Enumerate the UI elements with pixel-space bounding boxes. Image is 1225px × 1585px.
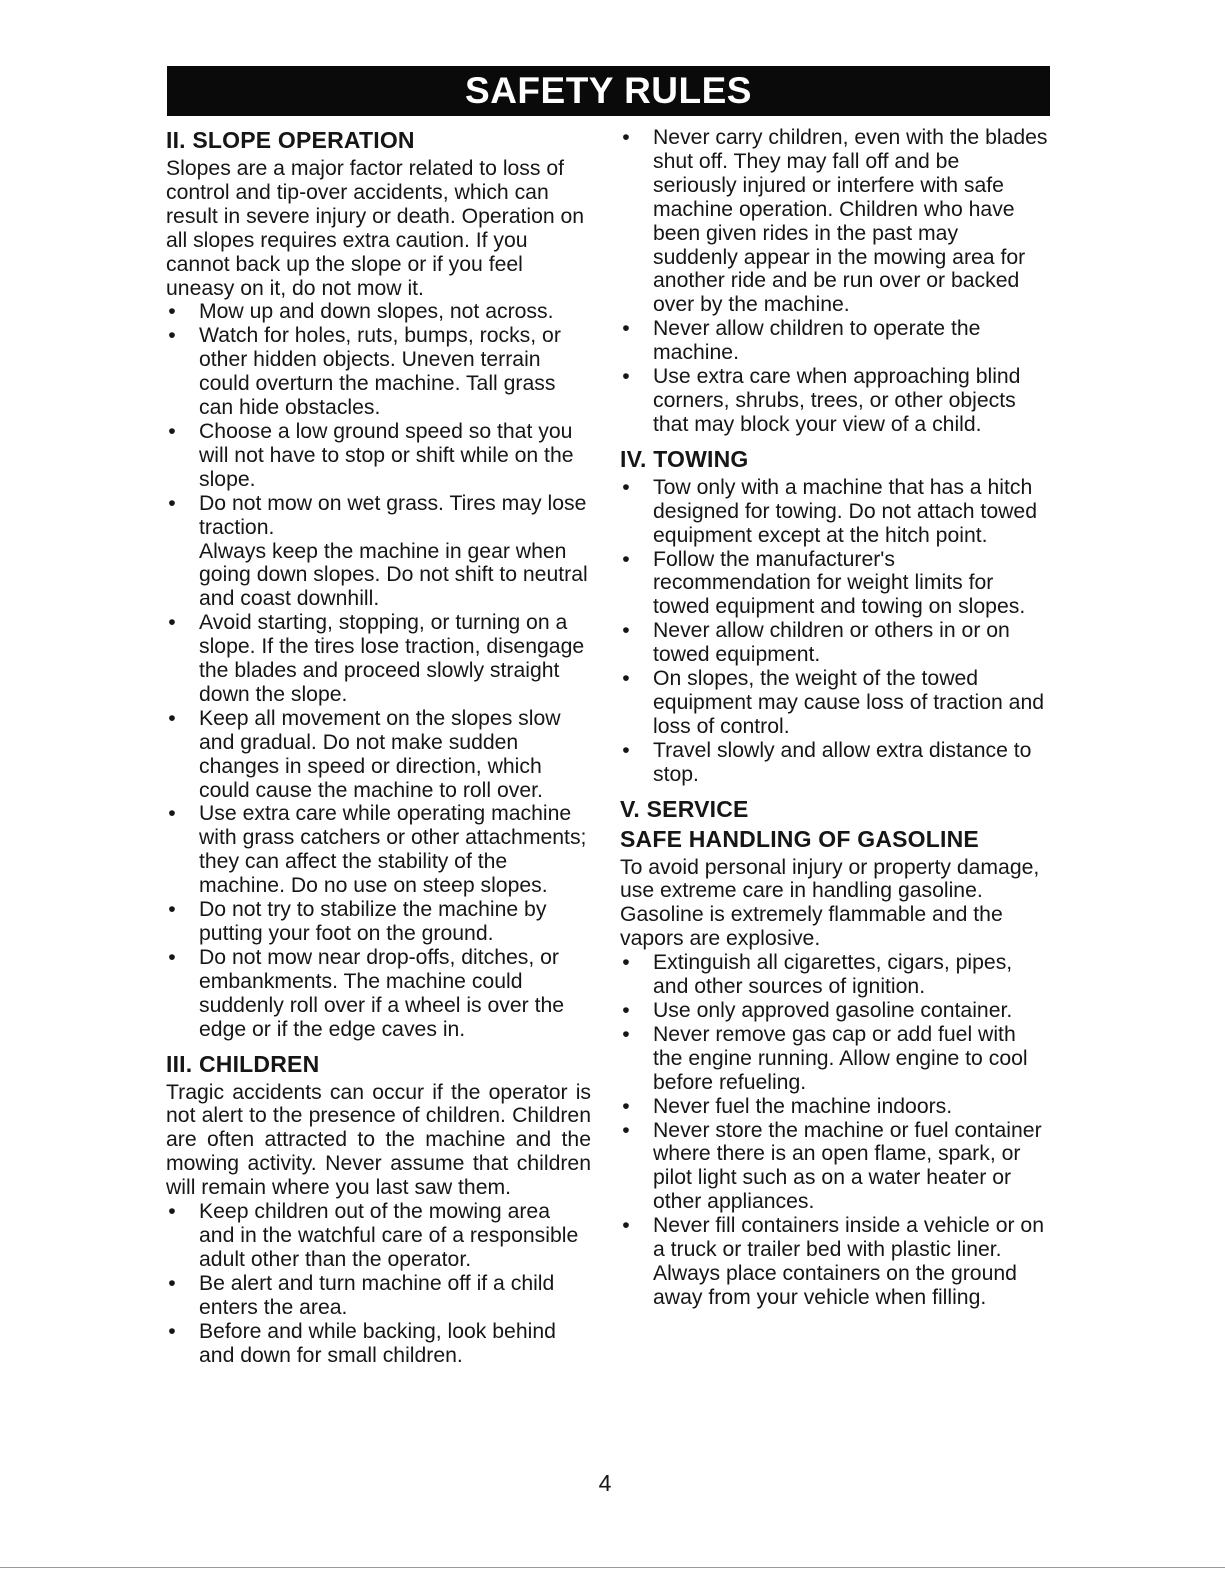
- bullet-icon: •: [622, 547, 630, 571]
- list-item: • Travel slowly and allow extra distance to stop.: [620, 739, 1048, 787]
- service-heading: V. SERVICE: [620, 795, 749, 822]
- bullet-icon: •: [622, 317, 630, 341]
- list-item: • Keep children out of the mowing area and in the watchful care of a responsible adult other than the operator.: [166, 1200, 591, 1272]
- list-item: • Follow the manufacturer's recommendation for weight limits for towed equipment and towing on slopes.: [620, 548, 1048, 620]
- slope-bullet-list: [166, 300, 591, 1041]
- children-heading: III. CHILDREN: [166, 1050, 320, 1077]
- list-item: • Never carry children, even with the blades shut off. They may fall off and be seriously injured or interfere with safe machine operation. Children who have been given rides in the past may suddenly appear in the mowing area for another ride and be run over or backed over by the machine.: [620, 126, 1048, 317]
- gasoline-subheading: SAFE HANDLING OF GASOLINE: [620, 825, 979, 852]
- children-intro-paragraph: Tragic accidents can occur if the operator is not alert to the presence of children. Children are often attracted to the machine and the mowing activity. Never assume that children will remain where you last saw them.: [166, 1080, 591, 1200]
- list-item: • Never allow children to operate the machine.: [620, 317, 1048, 365]
- bullet-icon: •: [168, 491, 176, 515]
- bottom-divider: [0, 1567, 1225, 1568]
- list-item: • Watch for holes, ruts, bumps, rocks, or other hidden objects. Uneven terrain could overturn the machine. Tall grass can hide obstacles.: [166, 324, 591, 420]
- right-column: [620, 126, 1048, 1310]
- bullet-icon: •: [168, 1319, 176, 1343]
- slope-intro-paragraph: Slopes are a major factor related to loss of control and tip-over accidents, which can result in severe injury or death. Operation on all slopes requires extra caution. If you cannot back up the slope or if you feel uneasy on it, do not mow it.: [166, 157, 585, 300]
- bullet-icon: •: [168, 1271, 176, 1295]
- gasoline-bullet-list: [620, 951, 1048, 1310]
- bullet-icon: •: [168, 706, 176, 730]
- list-item: • Do not try to stabilize the machine by putting your foot on the ground.: [166, 898, 591, 946]
- list-item: • Never fuel the machine indoors.: [620, 1095, 1048, 1119]
- list-item: • Tow only with a machine that has a hitch designed for towing. Do not attach towed equipment except at the hitch point.: [620, 476, 1048, 548]
- bullet-icon: •: [622, 999, 630, 1022]
- bullet-icon: •: [622, 619, 630, 643]
- list-item: • Use extra care when approaching blind corners, shrubs, trees, or other objects that may block your view of a child.: [620, 365, 1048, 437]
- left-column: [166, 126, 591, 1367]
- list-item: • Mow up and down slopes, not across.: [166, 300, 591, 324]
- bullet-icon: •: [168, 1200, 176, 1224]
- list-item: • Extinguish all cigarettes, cigars, pipes, and other sources of ignition.: [620, 951, 1048, 999]
- page-number: 4: [598, 1470, 612, 1496]
- list-item: • Keep all movement on the slopes slow and gradual. Do not make sudden changes in speed or direction, which could cause the machine to roll over.: [166, 707, 591, 803]
- bullet-icon: •: [622, 126, 630, 149]
- bullet-icon: •: [622, 951, 630, 975]
- bullet-icon: •: [622, 475, 630, 499]
- bullet-icon: •: [168, 611, 176, 635]
- list-item: • Never remove gas cap or add fuel with the engine running. Allow engine to cool before refueling.: [620, 1023, 1048, 1095]
- bullet-icon: •: [622, 738, 630, 762]
- towing-heading: IV. TOWING: [620, 445, 749, 472]
- gasoline-intro-paragraph: To avoid personal injury or property damage, use extreme care in handling gasoline. Gasoline is extremely flammable and the vapors are explosive.: [620, 855, 1040, 951]
- bullet-icon: •: [168, 300, 176, 324]
- bullet-icon: •: [168, 419, 176, 443]
- slope-operation-heading: II. SLOPE OPERATION: [166, 127, 415, 153]
- bullet-icon: •: [168, 802, 176, 826]
- list-item: • Never store the machine or fuel container where there is an open flame, spark, or pilot light such as on a water heater or other appliances.: [620, 1119, 1048, 1215]
- bullet-icon: •: [622, 1214, 630, 1238]
- list-item: • Avoid starting, stopping, or turning on a slope. If the tires lose traction, disengage the blades and proceed slowly straight down the slope.: [166, 611, 591, 707]
- bullet-icon: •: [622, 667, 630, 691]
- children-bullet-list: [166, 1200, 591, 1367]
- list-item: • Choose a low ground speed so that you will not have to stop or shift while on the slope.: [166, 420, 591, 492]
- list-item: • Before and while backing, look behind and down for small children.: [166, 1320, 591, 1368]
- bullet-icon: •: [622, 1118, 630, 1142]
- towing-bullet-list: [620, 476, 1048, 787]
- bullet-icon: •: [622, 365, 630, 389]
- list-item: • Never fill containers inside a vehicle or on a truck or trailer bed with plastic liner. Always place containers on the ground away from your vehicle when filling.: [620, 1214, 1048, 1310]
- gear-note: Always keep the machine in gear when going down slopes. Do not shift to neutral and coast downhill.: [199, 539, 588, 611]
- bullet-icon: •: [168, 324, 176, 348]
- list-item: • On slopes, the weight of the towed equipment may cause loss of traction and loss of control.: [620, 667, 1048, 739]
- children-bullet-list-continued: [620, 126, 1048, 437]
- bullet-icon: •: [622, 1094, 630, 1118]
- bullet-icon: •: [622, 1022, 630, 1046]
- list-item: • Use extra care while operating machine with grass catchers or other attachments; they can affect the stability of the machine. Do no use on steep slopes.: [166, 802, 591, 898]
- bullet-icon: •: [168, 898, 176, 922]
- list-item: • Do not mow on wet grass. Tires may lose traction. Always keep the machine in gear when going down slopes. Do not shift to neutral and coast downhill.: [166, 492, 591, 612]
- safety-rules-banner: SAFETY RULES: [167, 66, 1050, 116]
- list-item: • Do not mow near drop-offs, ditches, or embankments. The machine could suddenly roll over if a wheel is over the edge or if the edge caves in.: [166, 946, 591, 1042]
- list-item: • Be alert and turn machine off if a child enters the area.: [166, 1272, 591, 1320]
- list-item: • Use only approved gasoline container.: [620, 999, 1048, 1023]
- bullet-icon: •: [168, 945, 176, 969]
- list-item: • Never allow children or others in or on towed equipment.: [620, 619, 1048, 667]
